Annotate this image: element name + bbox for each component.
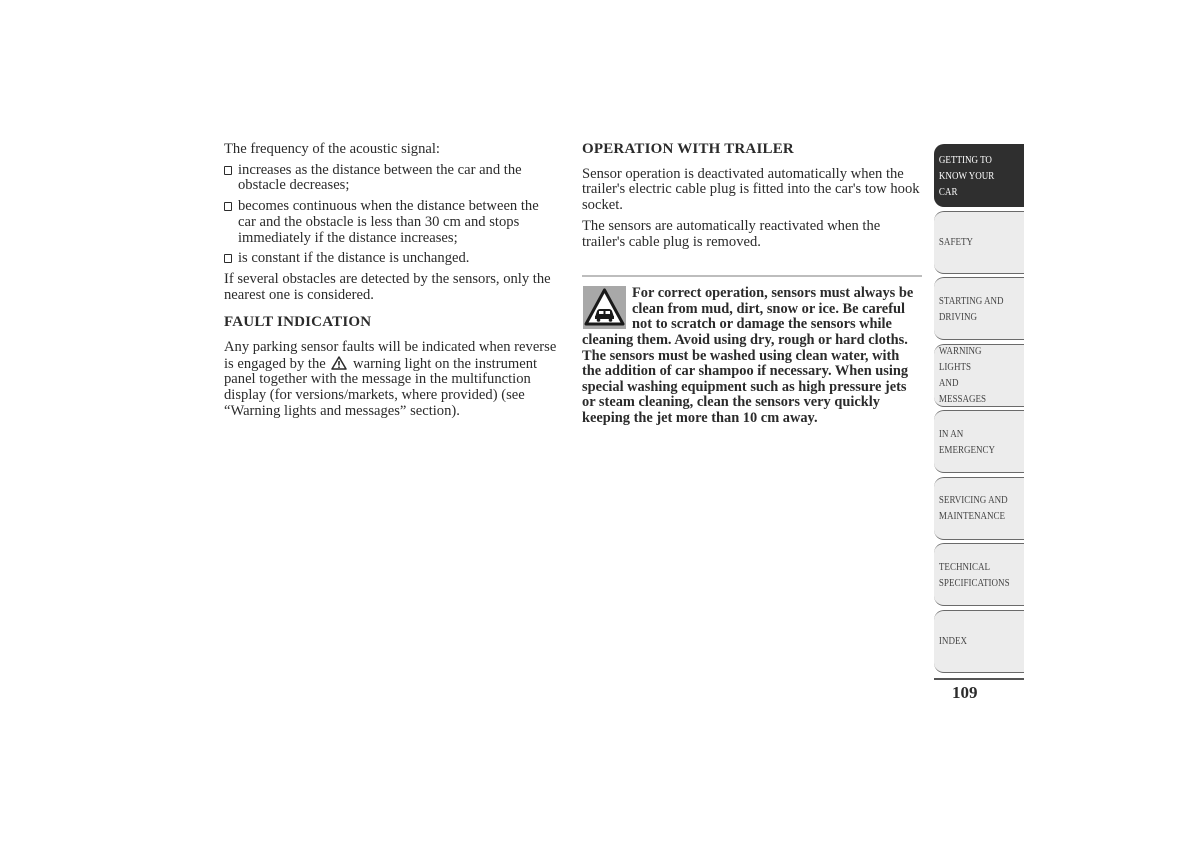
- chapter-tabs: [934, 144, 1024, 676]
- acoustic-signal-intro: The frequency of the acoustic signal:: [224, 141, 440, 157]
- list-item: becomes continuous when the distance between the car and the obstacle is less than 30 cm and stops immediately if the distance increases;: [224, 199, 560, 246]
- sensor-cleaning-warning-text: For correct operation, sensors must always be clean from mud, dirt, snow or ice. Be careful not to scratch or damage the sensors while cleaning them. Avoid using dry, rough or hard cloths. The sensors must be washed using clean water, with the addition of car shampoo if necessary. When using special washing equipment such as high pressure jets or steam cleaning, clean the sensors very quickly keeping the jet more than 10 cm away.: [582, 285, 914, 426]
- right-column: [582, 142, 922, 427]
- fault-indication-heading: FAULT INDICATION: [224, 314, 372, 331]
- warning-car-triangle-icon: [583, 286, 626, 329]
- tab-starting-and-driving[interactable]: STARTING AND DRIVING: [934, 277, 1024, 340]
- left-column: [224, 142, 560, 425]
- tab-servicing-and-maintenance[interactable]: SERVICING AND MAINTENANCE: [934, 477, 1024, 540]
- list-item: increases as the distance between the car and the obstacle decreases;: [224, 163, 560, 194]
- several-obstacles-text: If several obstacles are detected by the sensors, only the nearest one is considered.: [224, 270, 551, 303]
- tab-getting-to-know-your-car[interactable]: GETTING TO KNOW YOUR CAR: [934, 144, 1024, 207]
- operation-with-trailer-heading: OPERATION WITH TRAILER: [582, 141, 794, 157]
- list-item: is constant if the distance is unchanged.: [224, 251, 560, 267]
- trailer-text-2: The sensors are automatically reactivated when the trailer's cable plug is removed.: [582, 217, 881, 250]
- fault-indication-text: Any parking sensor faults will be indicated when reverse is engaged by the warning light on the instrument panel together with the message in the multifunction display (for versions/markets, where provided) (see “Warning lights and messages” section).: [224, 339, 557, 419]
- tab-warning-lights-and-messages[interactable]: WARNING LIGHTS AND MESSAGES: [934, 344, 1024, 407]
- trailer-text-1: Sensor operation is deactivated automatically when the trailer's electric cable plug is fitted into the car's tow hook socket.: [582, 165, 920, 214]
- checkbox-bullet-icon: [224, 202, 232, 211]
- acoustic-signal-list: [224, 163, 560, 267]
- tab-safety[interactable]: SAFETY: [934, 211, 1024, 274]
- tab-in-an-emergency[interactable]: IN AN EMERGENCY: [934, 410, 1024, 473]
- warning-triangle-icon: [331, 356, 347, 370]
- tab-index[interactable]: INDEX: [934, 610, 1024, 673]
- warning-block: [582, 275, 922, 426]
- checkbox-bullet-icon: [224, 254, 232, 263]
- sidebar-divider: [934, 678, 1024, 680]
- tab-technical-specifications[interactable]: TECHNICAL SPECIFICATIONS: [934, 543, 1024, 606]
- checkbox-bullet-icon: [224, 166, 232, 175]
- page-number: 109: [952, 683, 978, 702]
